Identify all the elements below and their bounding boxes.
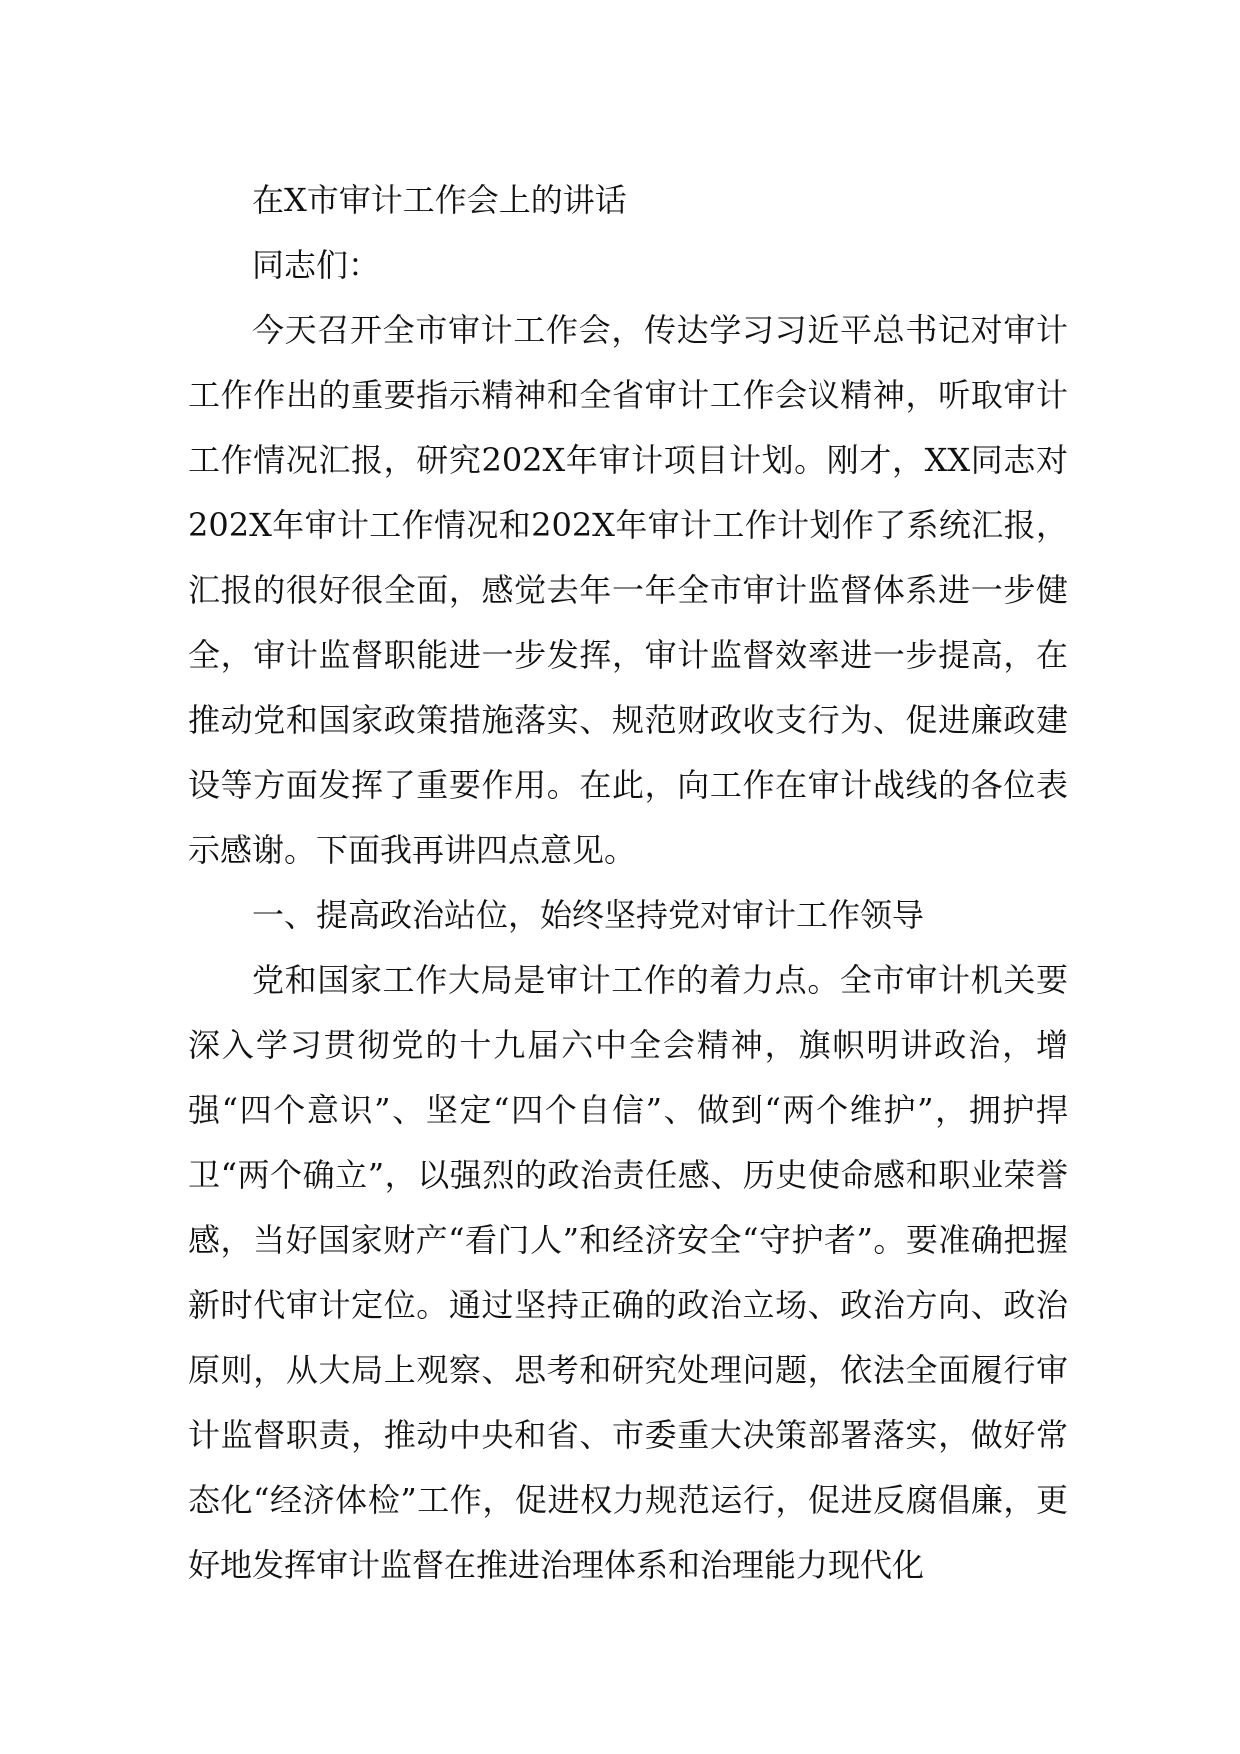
salutation: 同志们： xyxy=(252,246,381,284)
section-paragraph: 党和国家工作大局是审计工作的着力点。全市审计机关要深入学习贯彻党的十九届六中全会精神，旗帜明讲政治，增强“四个意识”、坚定“四个自信”、做到“两个维护”，拥护捍卫“两个确立”，以强烈的政治责任感、历史使命感和职业荣誉感，当好国家财产“看门人”和经济安全“守护者”。要准确把握新时代审计定位。通过坚持正确的政治立场、政治方向、政治原则，从大局上观察、思考和研究处理问题，依法全面履行审计监督职责，推动中央和省、市委重大决策部署落实，做好常态化“经济体检”工作，促进权力规范运行，促进反腐倡廉，更好地发挥审计监督在推进治理体系和治理能力现代化 xyxy=(188,961,1068,1584)
section-heading: 一、提高政治站位，始终坚持党对审计工作领导 xyxy=(252,896,925,934)
document-body xyxy=(188,168,1068,1598)
body-paragraph: 今天召开全市审计工作会，传达学习习近平总书记对审计工作作出的重要指示精神和全省审计工作会议精神，听取审计工作情况汇报，研究202X年审计项目计划。刚才，XX同志对202X年审计工作情况和202X年审计工作计划作了系统汇报，汇报的很好很全面，感觉去年一年全市审计监督体系进一步健全，审计监督职能进一步发挥，审计监督效率进一步提高，在推动党和国家政策措施落实、规范财政收支行为、促进廉政建设等方面发挥了重要作用。在此，向工作在审计战线的各位表示感谢。下面我再讲四点意见。 xyxy=(188,311,1068,869)
document-title: 在X市审计工作会上的讲话 xyxy=(252,181,627,219)
